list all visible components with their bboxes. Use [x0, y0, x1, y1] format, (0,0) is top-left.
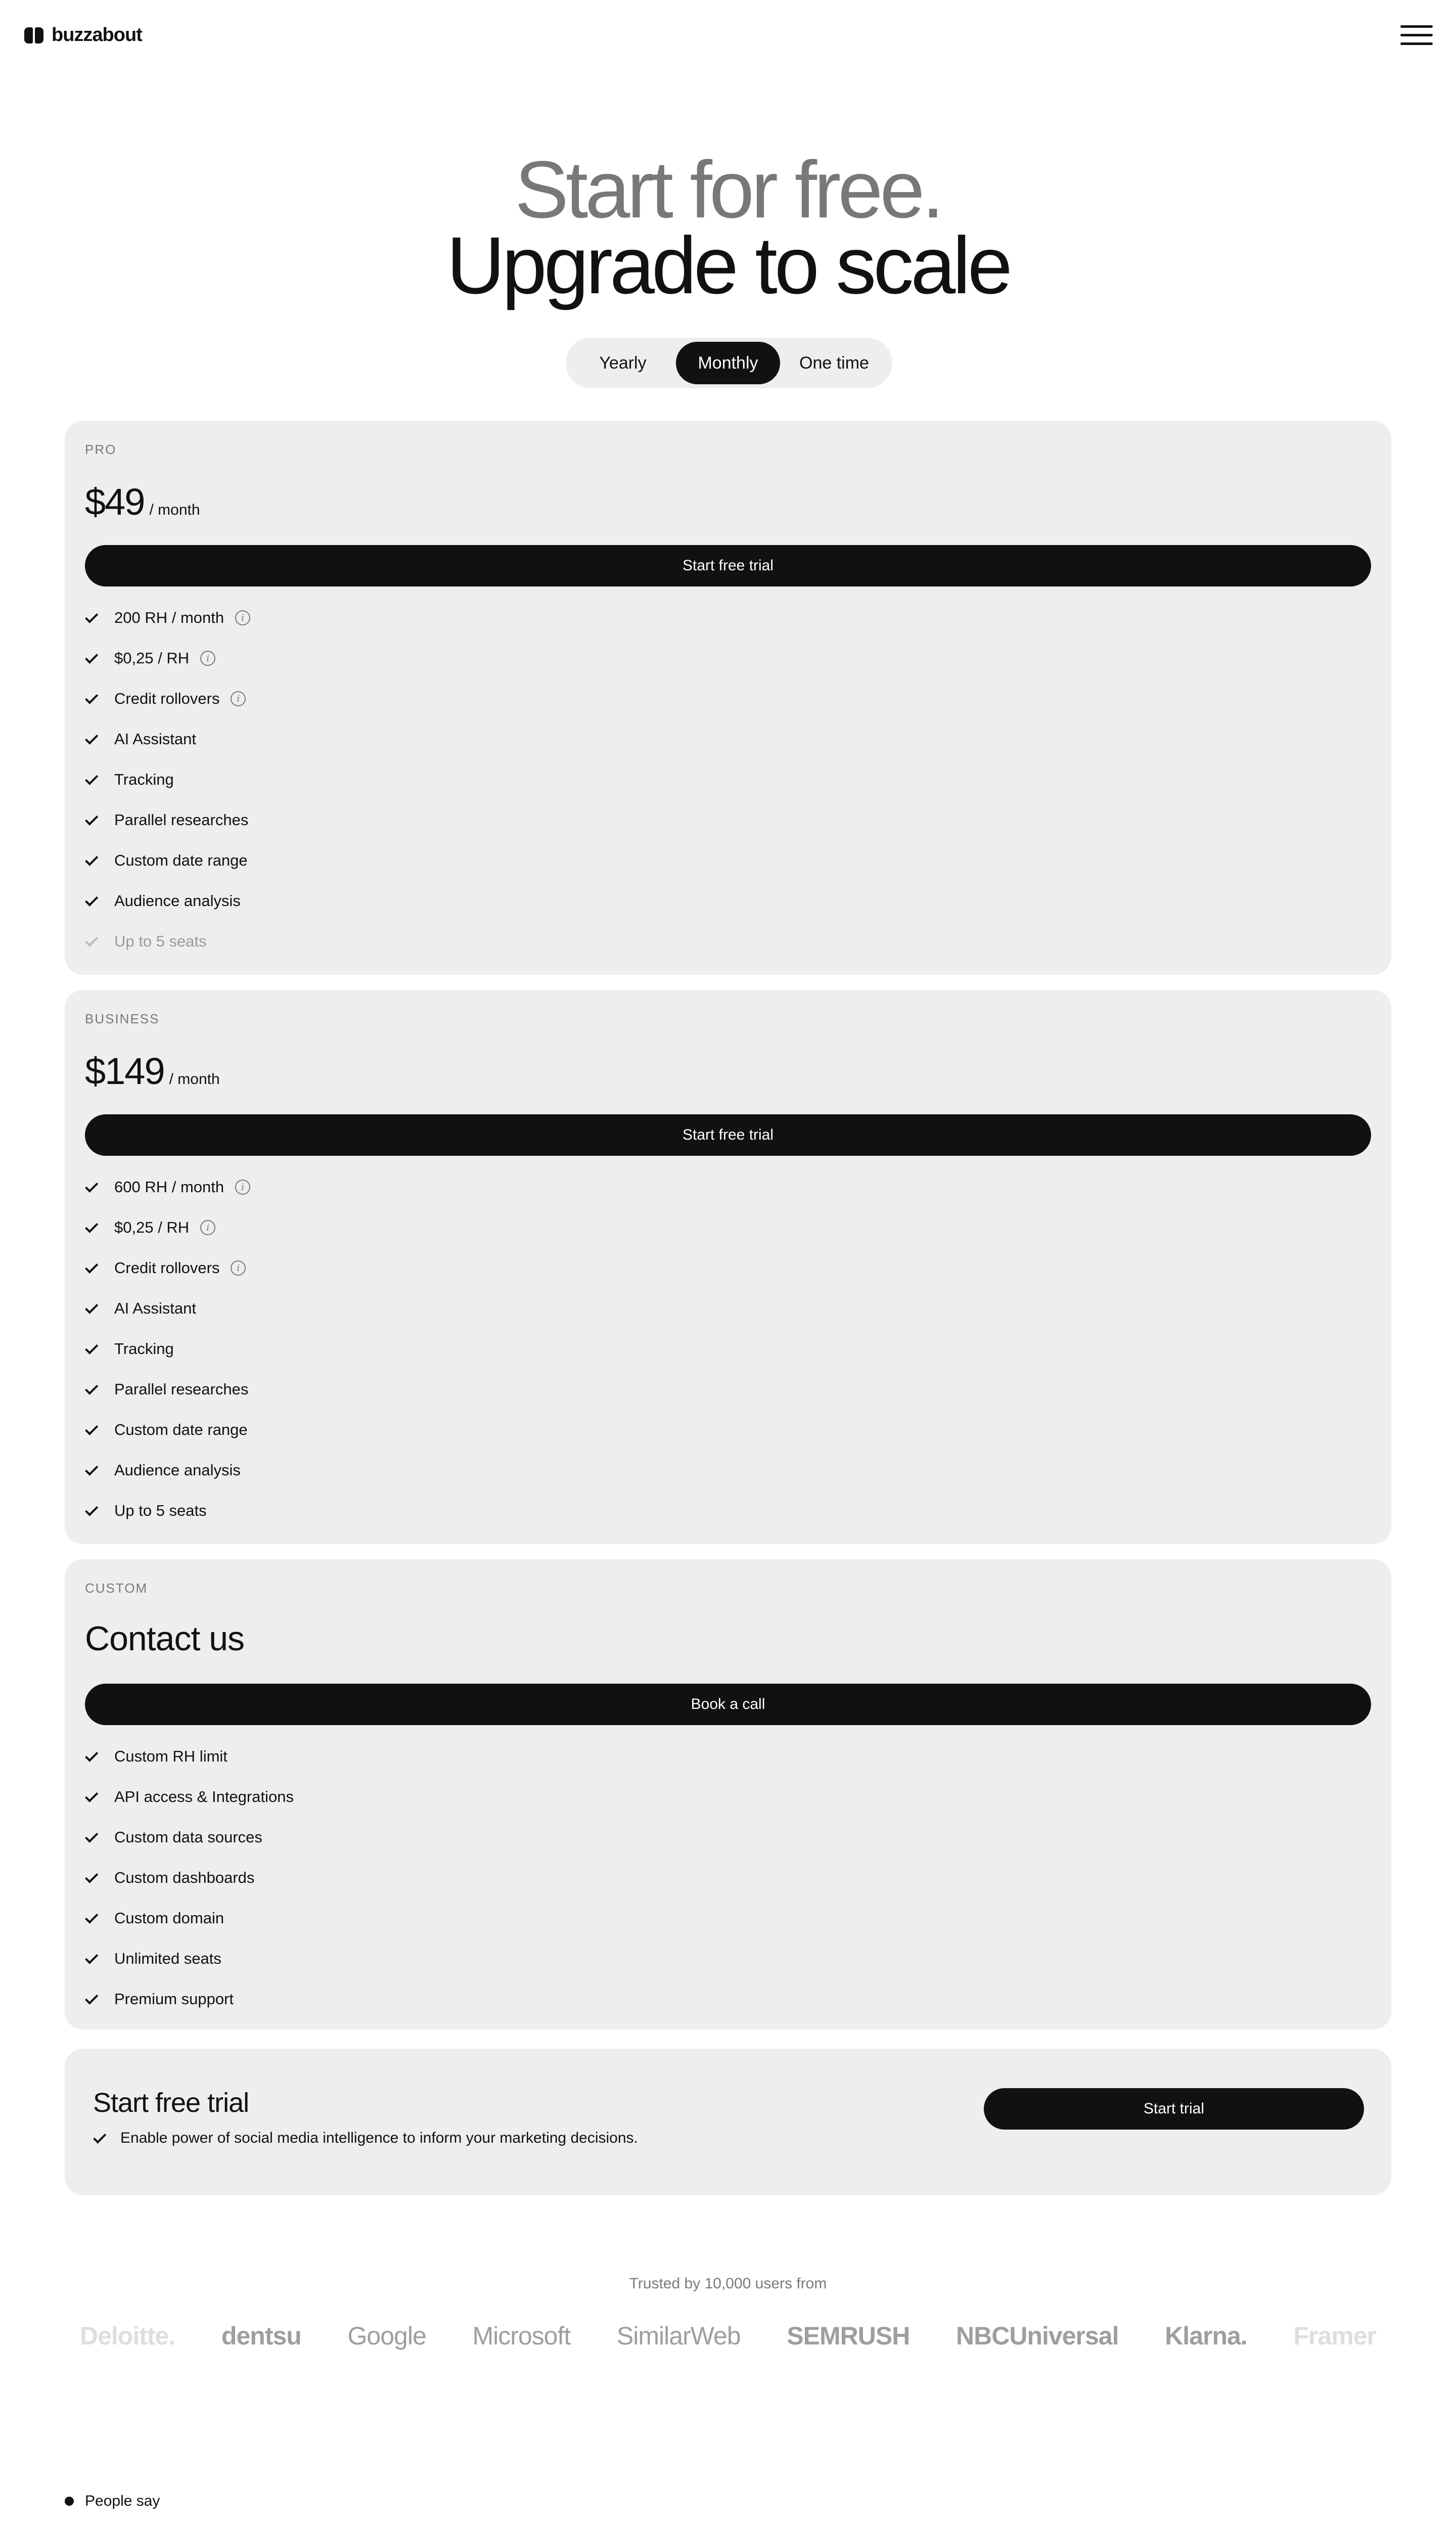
- feature-text: 600 RH / month: [114, 1178, 224, 1196]
- feature-text: Credit rollovers: [114, 690, 220, 707]
- microsoft-logo: Microsoft: [472, 2322, 571, 2350]
- feature-text: Up to 5 seats: [114, 1502, 207, 1519]
- feature-text: Custom date range: [114, 851, 248, 869]
- check-icon: [85, 1381, 98, 1394]
- feature-item: [85, 1369, 250, 1410]
- check-icon: [85, 772, 98, 785]
- start-trial-button[interactable]: Start trial: [984, 2088, 1364, 2130]
- feature-text: 200 RH / month: [114, 609, 224, 626]
- feature-item: [85, 1736, 294, 1777]
- feature-text: Up to 5 seats: [114, 932, 207, 950]
- feature-item: [85, 881, 250, 921]
- nbcuniversal-logo: NBCUniversal: [956, 2322, 1119, 2350]
- check-icon: [85, 691, 98, 704]
- klarna-logo: Klarna.: [1165, 2322, 1247, 2350]
- dentsu-logo: dentsu: [221, 2322, 301, 2350]
- contact-us-title: Contact us: [85, 1619, 245, 1658]
- feature-text: Custom RH limit: [114, 1747, 228, 1765]
- book-a-call-button[interactable]: Book a call: [85, 1684, 1371, 1725]
- similarweb-logo: SimilarWeb: [616, 2322, 741, 2350]
- feature-item: [85, 1450, 250, 1491]
- feature-item: [85, 1858, 294, 1898]
- semrush-logo: SEMRUSH: [787, 2322, 910, 2350]
- info-icon[interactable]: i: [200, 651, 215, 666]
- feature-text: $0,25 / RH: [114, 649, 190, 667]
- check-icon: [85, 731, 98, 744]
- plan-label: BUSINESS: [85, 1011, 160, 1026]
- free-trial-card: [65, 2049, 1391, 2195]
- check-icon: [85, 1422, 98, 1435]
- toggle-one-time[interactable]: One time: [799, 353, 869, 373]
- feature-text: API access & Integrations: [114, 1788, 294, 1805]
- feature-text: Custom date range: [114, 1421, 248, 1438]
- buzzabout-logo-icon: [24, 25, 44, 46]
- people-say-label: [65, 2493, 160, 2510]
- toggle-yearly[interactable]: Yearly: [599, 353, 647, 373]
- price-unit: / month: [149, 502, 200, 518]
- feature-item: [85, 800, 250, 840]
- hero-title-line1: Start for free.: [515, 144, 941, 235]
- check-icon: [85, 1789, 98, 1802]
- check-icon: [85, 1870, 98, 1883]
- feature-list: [85, 1736, 294, 2019]
- check-icon: [85, 893, 98, 906]
- bullet-dot-icon: [65, 2497, 74, 2506]
- feature-text: Audience analysis: [114, 892, 241, 910]
- start-free-trial-button[interactable]: Start free trial: [85, 1114, 1371, 1156]
- feature-item: [85, 1207, 250, 1248]
- feature-text: AI Assistant: [114, 730, 196, 748]
- check-icon: [85, 933, 98, 946]
- framer-logo: Framer: [1293, 2322, 1376, 2350]
- info-icon[interactable]: i: [235, 1180, 250, 1195]
- info-icon[interactable]: i: [235, 610, 250, 625]
- feature-text: Tracking: [114, 771, 174, 788]
- feature-item: [85, 1979, 294, 2019]
- trusted-by-text: Trusted by 10,000 users from: [629, 2275, 827, 2292]
- feature-item: [85, 1288, 250, 1329]
- info-icon[interactable]: i: [200, 1220, 215, 1235]
- plan-label: PRO: [85, 442, 117, 457]
- check-icon: [85, 1300, 98, 1314]
- plan-card-business: [65, 990, 1391, 1544]
- plan-card-custom: [65, 1559, 1391, 2029]
- plan-price: [85, 1050, 220, 1093]
- check-icon: [85, 1220, 98, 1233]
- plan-label: CUSTOM: [85, 1581, 148, 1596]
- trial-feature-text: Enable power of social media intelligence to inform your marketing decisions.: [120, 2130, 638, 2146]
- feature-text: $0,25 / RH: [114, 1218, 190, 1236]
- customer-logos: [65, 2311, 1391, 2361]
- google-logo: Google: [347, 2322, 426, 2350]
- info-icon[interactable]: i: [231, 691, 246, 706]
- check-icon: [85, 1829, 98, 1842]
- check-icon: [85, 1462, 98, 1475]
- feature-item: [85, 1491, 250, 1531]
- trial-feature: [93, 2130, 638, 2147]
- check-icon: [85, 812, 98, 825]
- feature-item: [85, 1329, 250, 1369]
- feature-list: [85, 1167, 250, 1531]
- hero: [0, 144, 1456, 310]
- check-icon: [85, 1910, 98, 1923]
- check-icon: [85, 1179, 98, 1192]
- feature-text: AI Assistant: [114, 1299, 196, 1317]
- feature-item: [85, 679, 250, 719]
- check-icon: [85, 852, 98, 866]
- feature-item: [85, 638, 250, 679]
- check-icon: [85, 610, 98, 623]
- brand-name: buzzabout: [52, 24, 142, 46]
- feature-item: [85, 759, 250, 800]
- plan-card-pro: [65, 421, 1391, 975]
- feature-item: [85, 1817, 294, 1858]
- feature-item: [85, 719, 250, 759]
- site-header: [0, 0, 1456, 71]
- logo[interactable]: [24, 24, 142, 46]
- feature-text: Custom domain: [114, 1909, 224, 1927]
- toggle-monthly[interactable]: Monthly: [676, 342, 780, 384]
- price-value: $49: [85, 481, 145, 523]
- check-icon: [85, 1260, 98, 1273]
- feature-item: [85, 1898, 294, 1938]
- feature-item: [85, 1167, 250, 1207]
- start-free-trial-button[interactable]: Start free trial: [85, 545, 1371, 586]
- check-icon: [85, 650, 98, 663]
- feature-item: [85, 921, 250, 962]
- feature-item: [85, 1410, 250, 1450]
- check-icon: [85, 1748, 98, 1762]
- feature-text: Parallel researches: [114, 811, 249, 829]
- feature-text: Custom dashboards: [114, 1869, 255, 1886]
- check-icon: [93, 2130, 106, 2143]
- plan-price: [85, 480, 200, 523]
- hero-title-line2: Upgrade to scale: [446, 220, 1010, 310]
- feature-item: [85, 840, 250, 881]
- feature-item: [85, 1777, 294, 1817]
- deloitte-logo: Deloitte.: [80, 2322, 175, 2350]
- feature-list: [85, 598, 250, 962]
- check-icon: [85, 1951, 98, 1964]
- check-icon: [85, 1503, 98, 1516]
- feature-text: Credit rollovers: [114, 1259, 220, 1277]
- info-icon[interactable]: i: [231, 1260, 246, 1276]
- billing-toggle: [566, 338, 892, 388]
- check-icon: [85, 1991, 98, 2004]
- price-value: $149: [85, 1050, 164, 1092]
- check-icon: [85, 1341, 98, 1354]
- feature-item: [85, 1938, 294, 1979]
- hamburger-menu-icon[interactable]: [1400, 23, 1433, 48]
- feature-item: [85, 1248, 250, 1288]
- trial-title: Start free trial: [93, 2088, 249, 2118]
- feature-text: Custom data sources: [114, 1828, 262, 1846]
- price-unit: / month: [169, 1071, 220, 1088]
- feature-text: Audience analysis: [114, 1461, 241, 1479]
- section-label: People say: [85, 2493, 160, 2509]
- feature-text: Premium support: [114, 1990, 234, 2008]
- feature-text: Parallel researches: [114, 1380, 249, 1398]
- feature-item: [85, 598, 250, 638]
- feature-text: Unlimited seats: [114, 1950, 221, 1967]
- feature-text: Tracking: [114, 1340, 174, 1358]
